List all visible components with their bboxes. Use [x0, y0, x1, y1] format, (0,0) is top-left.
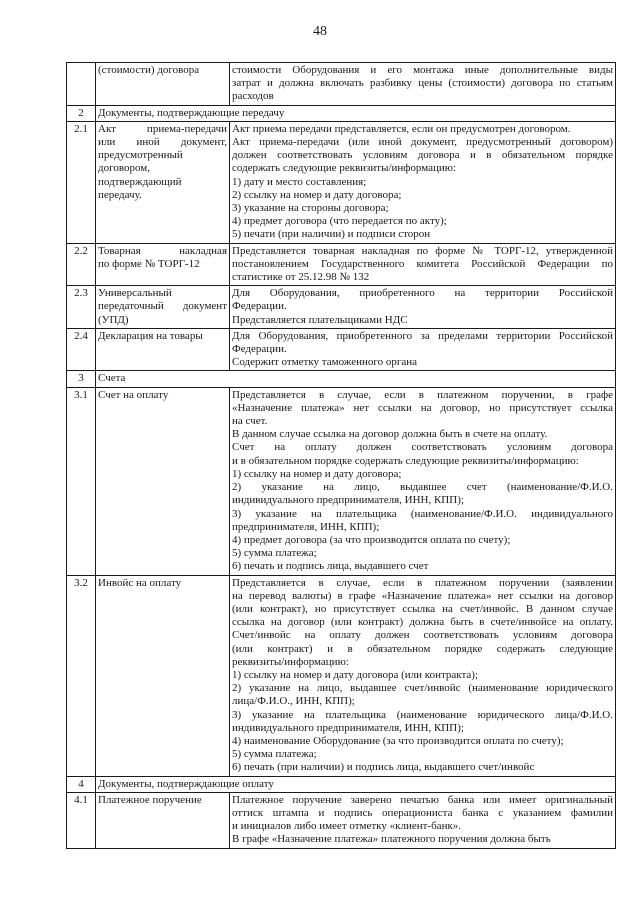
- description-line: Для Оборудования, приобретенного за пределами территории Российской: [232, 329, 613, 342]
- description-line: на перевод валюты) в графе «Назначение платежа» нет ссылки на договор: [232, 589, 613, 602]
- table-row: [67, 575, 616, 776]
- description-line: предпринимателя, ИНН, КПП);: [232, 520, 380, 533]
- table-row: [67, 286, 616, 329]
- document-name: [96, 121, 230, 243]
- description-line: затрат и должна включать разбивку цены (стоимости) договора по статьям: [232, 77, 613, 90]
- description-line: 4) предмет договора (за что производится оплата по счету);: [232, 533, 511, 546]
- row-number: 2.4: [67, 328, 96, 371]
- document-name-line: Декларация на товары: [98, 329, 203, 342]
- section-row: [67, 105, 616, 121]
- table-row: [67, 243, 616, 286]
- description-line: должен соответствовать условиям договора и в обязательном порядке: [232, 149, 613, 162]
- requirements-description: [230, 387, 616, 575]
- description-line: 1) ссылку на номер и дату договора;: [232, 467, 402, 480]
- description-line: 5) сумма платежа;: [232, 748, 317, 761]
- description-line: индивидуального предпринимателя, ИНН, КПП);: [232, 494, 464, 507]
- description-line: Содержит отметку таможенного органа: [232, 356, 418, 369]
- table-row: [67, 121, 616, 243]
- row-number: 3: [67, 371, 96, 387]
- document-name-line: Счет на оплату: [98, 388, 169, 401]
- row-number: 2.3: [67, 286, 96, 329]
- description-line: «Назначение платежа» нет ссылки на договор, но присутствует ссылка: [232, 401, 613, 414]
- description-line: В графе «Назначение платежа» платежного поручения должна быть: [232, 833, 551, 846]
- row-number: [67, 63, 96, 106]
- description-line: Представляется в случае, если в платежном поручении, в графе: [232, 388, 613, 401]
- row-number: 3.1: [67, 387, 96, 575]
- description-line: Акт приема-передачи (или иной документ, предусмотренный договором): [232, 136, 613, 149]
- document-name-line: Универсальный: [98, 287, 172, 300]
- description-line: Представляется плательщиками НДС: [232, 313, 408, 326]
- description-line: статистике от 25.12.98 № 132: [232, 271, 370, 284]
- description-line: 4) предмет договора (что передается по акту);: [232, 215, 447, 228]
- requirements-description: [230, 121, 616, 243]
- description-line: Платежное поручение заверено печатью банка или имеет оригинальный: [232, 793, 613, 806]
- row-number: 4: [67, 776, 96, 792]
- description-line: Акт приема передачи представляется, если он предусмотрен договором.: [232, 122, 571, 135]
- description-line: и в обязательном порядке содержать следующие реквизиты/информацию:: [232, 454, 579, 467]
- row-number: 2.2: [67, 243, 96, 286]
- description-line: и инициалов либо имеет отметку «клиент-банк».: [232, 820, 462, 833]
- description-line: расходов: [232, 90, 274, 103]
- requirements-description: [230, 328, 616, 371]
- section-title: Счета: [96, 371, 616, 387]
- description-line: (или контракт) и в обязательном порядке содержать следующие: [232, 642, 613, 655]
- document-name: [96, 575, 230, 776]
- section-title: Документы, подтверждающие оплату: [96, 776, 616, 792]
- document-name: [96, 387, 230, 575]
- table-row: [67, 63, 616, 106]
- description-line: 3) указание на плательщика (наименование юридического лица/Ф.И.О.: [232, 708, 613, 721]
- row-number: 4.1: [67, 792, 96, 848]
- description-line: 5) сумма платежа;: [232, 547, 317, 560]
- description-line: Счет на оплату должен соответствовать условиям договора: [232, 441, 613, 454]
- document-name-line: Товарная накладная: [98, 244, 227, 257]
- table-body: [67, 63, 616, 849]
- document-name: [96, 792, 230, 848]
- description-line: 3) указание на стороны договора;: [232, 202, 389, 215]
- document-name-line: договором,: [98, 162, 150, 175]
- table-row: [67, 792, 616, 848]
- description-line: 6) печать и подпись лица, выдавшего счет: [232, 560, 429, 573]
- description-line: 4) наименование Оборудование (за что производится оплата по счету);: [232, 734, 564, 747]
- document-name-line: Инвойс на оплату: [98, 576, 182, 589]
- document-name: [96, 328, 230, 371]
- document-name: [96, 286, 230, 329]
- description-line: Счет/инвойс на оплату должен соответствовать условиям договора: [232, 629, 613, 642]
- requirements-description: [230, 792, 616, 848]
- section-row: [67, 776, 616, 792]
- description-line: Представляется в случае, если в платежном поручении (заявлении: [232, 576, 613, 589]
- description-line: индивидуального предпринимателя, ИНН, КПП);: [232, 721, 464, 734]
- document-name-line: или иной документ,: [98, 136, 227, 149]
- description-line: оттиск штампа и подпись операциониста банка с указанием фамилии: [232, 806, 613, 819]
- description-line: В данном случае ссылка на договор должна быть в счете на оплату.: [232, 428, 548, 441]
- description-line: 1) ссылку на номер и дату договора (или контракта);: [232, 668, 479, 681]
- document-name-line: (УПД): [98, 313, 129, 326]
- document-name: [96, 243, 230, 286]
- table-row: [67, 328, 616, 371]
- requirements-description: [230, 575, 616, 776]
- description-line: реквизиты/информацию:: [232, 655, 349, 668]
- document-name-line: передаточный документ: [98, 300, 227, 313]
- description-line: стоимости Оборудования и его монтажа иные дополнительные виды: [232, 64, 613, 76]
- description-line: 2) указание на лицо, выдавшее счет (наименование/Ф.И.О.: [232, 481, 613, 494]
- document-name: [96, 63, 230, 106]
- description-line: 2) ссылку на номер и дату договора;: [232, 188, 402, 201]
- requirements-description: [230, 286, 616, 329]
- row-number: 3.2: [67, 575, 96, 776]
- requirements-description: [230, 63, 616, 106]
- document-name-line: подтверждающий: [98, 175, 182, 188]
- section-row: [67, 371, 616, 387]
- description-line: на счет.: [232, 415, 268, 428]
- description-line: 3) указание на плательщика (наименование/Ф.И.О. индивидуального: [232, 507, 613, 520]
- description-line: Для Оборудования, приобретенного на территории Российской: [232, 287, 613, 300]
- description-line: Представляется товарная накладная по форме № ТОРГ-12, утвержденной: [232, 244, 613, 257]
- document-name-line: Платежное поручение: [98, 793, 202, 806]
- description-line: 6) печать (при наличии) и подпись лица, выдавшего счет/инвойс: [232, 761, 535, 774]
- description-line: постановлением Государственного комитета Российской Федерации по: [232, 257, 613, 270]
- document-name-line: предусмотренный: [98, 149, 183, 162]
- section-title: Документы, подтверждающие передачу: [96, 105, 616, 121]
- document-name-line: Акт приема-передачи: [98, 122, 227, 135]
- description-line: 1) дату и место составления;: [232, 175, 367, 188]
- row-number: 2.1: [67, 121, 96, 243]
- document-name-line: передачу.: [98, 188, 142, 201]
- description-line: (или контракт), но присутствует ссылка на счет/инвойс. В данном случае: [232, 602, 613, 615]
- description-line: Федерации.: [232, 343, 287, 356]
- table-row: [67, 387, 616, 575]
- row-number: 2: [67, 105, 96, 121]
- description-line: лица/Ф.И.О., ИНН, КПП);: [232, 695, 355, 708]
- document-name-line: (стоимости) договора: [98, 64, 200, 76]
- description-line: 5) печати (при наличии) и подписи сторон: [232, 228, 431, 241]
- description-line: 2) указание на лицо, выдавшее счет/инвойс (наименование юридического: [232, 682, 613, 695]
- page-number: 48: [313, 24, 327, 39]
- description-line: содержать следующие реквизиты/информацию:: [232, 162, 457, 175]
- requirements-description: [230, 243, 616, 286]
- description-line: ссылка на договор (или контракт) должна быть в счете/инвойсе на оплату.: [232, 616, 613, 629]
- document-name-line: по форме № ТОРГ-12: [98, 257, 200, 270]
- description-line: Федерации.: [232, 300, 287, 313]
- requirements-table: [66, 62, 616, 849]
